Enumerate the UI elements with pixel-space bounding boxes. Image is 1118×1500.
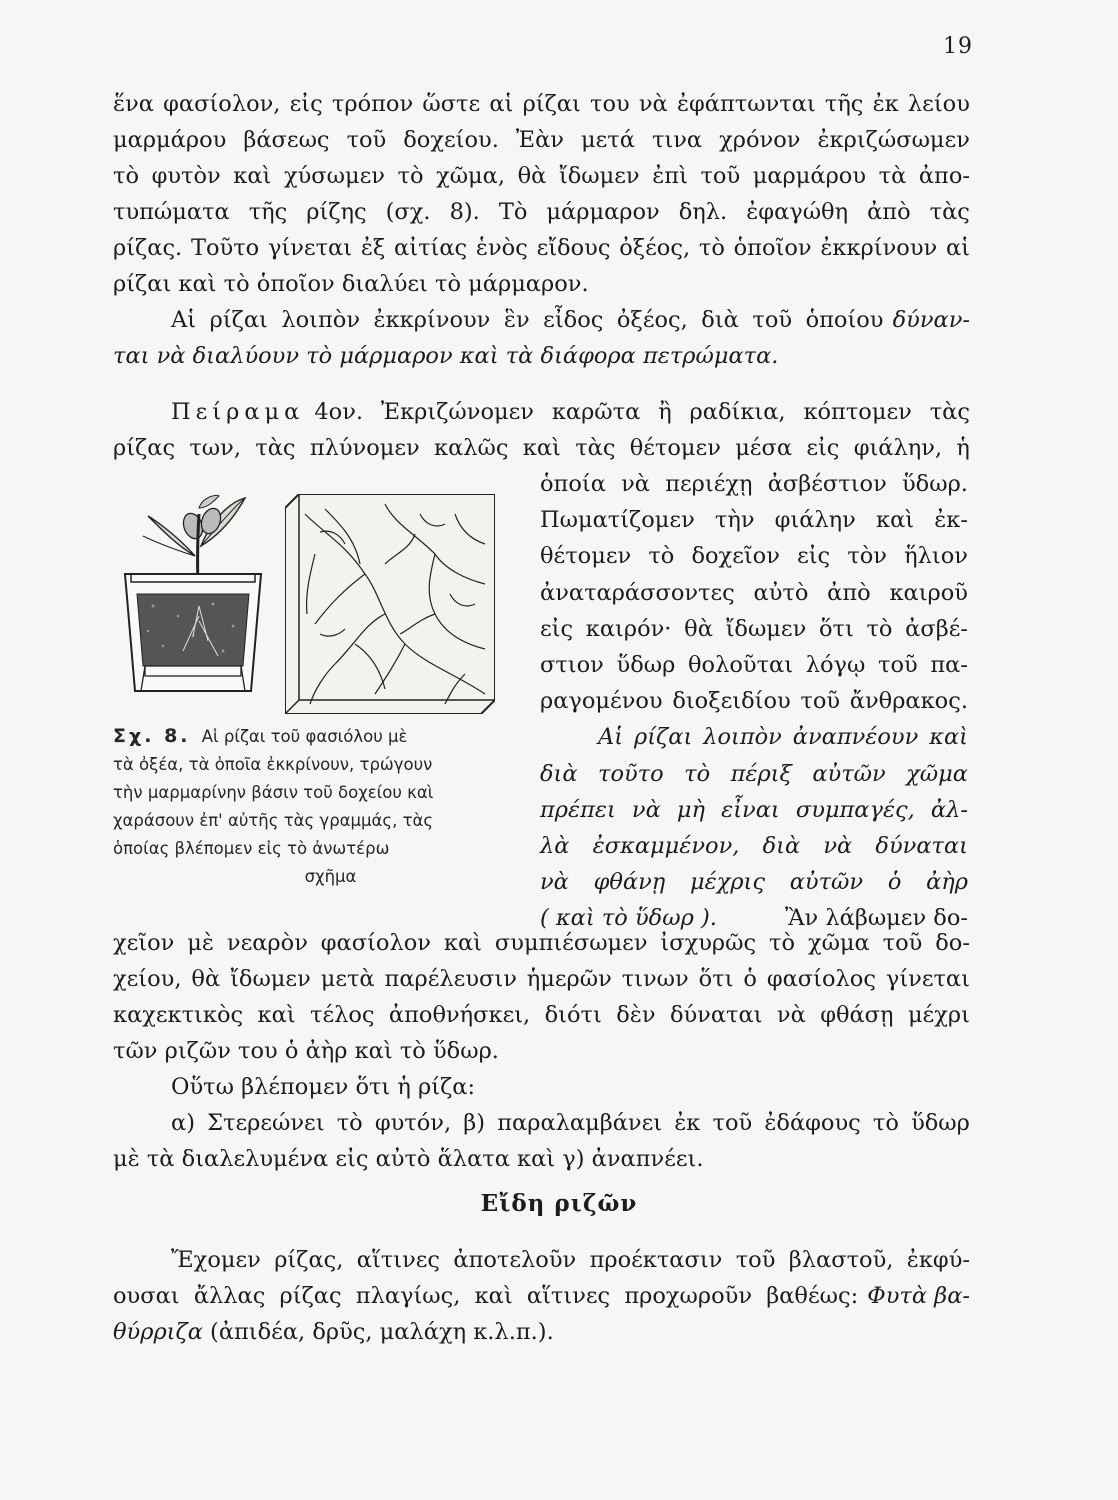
word: μετὰ bbox=[320, 966, 375, 992]
word: εἰς bbox=[289, 91, 323, 117]
italic-text: Φυτὰ βα- bbox=[867, 1283, 970, 1309]
word: ὀξέος, bbox=[619, 235, 691, 261]
word: Τὸ bbox=[498, 199, 528, 225]
word: Τοῦτο bbox=[190, 235, 260, 261]
word: ἀποτελοῦν bbox=[453, 1247, 577, 1273]
word: δο- bbox=[935, 930, 970, 956]
word: δοχεῖον bbox=[691, 543, 780, 570]
word: μαρμάρου bbox=[113, 127, 227, 153]
word: ρίζας bbox=[279, 1283, 342, 1309]
caption-line: σχῆμα bbox=[304, 867, 357, 886]
text-line bbox=[113, 1278, 970, 1314]
word: Ἔχομεν bbox=[171, 1247, 261, 1273]
italic-line bbox=[540, 864, 968, 900]
word: τὴν bbox=[714, 507, 755, 534]
word: αἱ bbox=[945, 235, 970, 261]
word: μὲ bbox=[187, 930, 214, 956]
word: ἐκ bbox=[872, 91, 899, 117]
word: τοῦ bbox=[712, 1110, 753, 1136]
word: συμπαγές, bbox=[795, 796, 915, 823]
text-line bbox=[540, 647, 968, 683]
experiment-label: Πείραμα bbox=[171, 399, 305, 425]
word: τυπώματα bbox=[113, 199, 230, 225]
word: δοχείου. bbox=[403, 127, 499, 153]
word: ρίζαι bbox=[209, 307, 268, 333]
word: τοῦ bbox=[752, 307, 793, 333]
word: καὶ bbox=[257, 1002, 296, 1028]
word: μὴ bbox=[676, 796, 706, 823]
italic-line bbox=[540, 792, 968, 828]
word: ἐφαγώθη bbox=[746, 199, 849, 225]
word: ὁποίου bbox=[805, 307, 884, 333]
word: ἡμερῶν bbox=[526, 966, 612, 992]
word: ὁποῖον bbox=[733, 235, 812, 261]
top-text-block bbox=[113, 86, 970, 466]
word: γίνεται bbox=[267, 235, 353, 261]
word: καὶ bbox=[233, 163, 272, 189]
word: ἀπὸ bbox=[867, 199, 911, 225]
word: θὰ bbox=[191, 966, 221, 992]
word: ὁ bbox=[743, 966, 757, 992]
caption-line: τὴν μαρμαρίνην βάσιν τοῦ δοχείου καὶ bbox=[113, 783, 434, 802]
word: μετά bbox=[581, 127, 635, 153]
word: Στερεώνει bbox=[207, 1110, 325, 1136]
word: ἐκκρίνουν bbox=[373, 307, 491, 333]
word: δύναται bbox=[669, 1002, 763, 1028]
section-heading: Εἴδη ριζῶν bbox=[480, 1190, 638, 1217]
word: τὸ bbox=[872, 1110, 899, 1136]
word: ἐκ- bbox=[934, 507, 968, 534]
word: ἰσχυρῶς bbox=[660, 930, 757, 956]
word: ἓν bbox=[503, 307, 530, 333]
word: φιάλην bbox=[774, 507, 856, 534]
word: ἑνὸς bbox=[475, 235, 528, 261]
word: καιρόν· bbox=[585, 615, 672, 642]
word: βάσεως bbox=[243, 127, 330, 153]
italic-text: δύναν- bbox=[892, 307, 970, 333]
word: ἴδωμεν bbox=[558, 163, 640, 189]
italic-text: ( καὶ τὸ ὕδωρ ). bbox=[540, 905, 717, 932]
caption-text: Αἱ ρίζαι τοῦ φασιόλου μὲ bbox=[201, 727, 408, 746]
word: βαθέως: bbox=[766, 1283, 859, 1309]
italic-text: θύρριζα bbox=[113, 1319, 203, 1345]
word: τέλος bbox=[310, 1002, 375, 1028]
word: ἀσβέστιον bbox=[767, 471, 887, 497]
caption-label: Σχ. 8. bbox=[113, 725, 191, 747]
word: πλαγίως, bbox=[355, 1283, 461, 1309]
figure-8 bbox=[113, 486, 523, 906]
text-line bbox=[113, 1314, 970, 1350]
word: ἀλ- bbox=[930, 796, 968, 823]
word: λοιπὸν bbox=[703, 724, 782, 751]
bean-plant-pot-illustration bbox=[123, 486, 263, 696]
word: λείου bbox=[907, 91, 970, 117]
word: ἀναταράσσοντες bbox=[540, 579, 735, 606]
word: ἀπο- bbox=[918, 163, 970, 189]
word: ἐδάφους bbox=[764, 1110, 861, 1136]
word: ὀξέος, bbox=[616, 307, 688, 333]
word: ρίζαι bbox=[634, 724, 693, 751]
word: φασίολον, bbox=[163, 91, 281, 117]
word: φασίολος bbox=[766, 966, 876, 992]
word: φυτὸν bbox=[151, 163, 221, 189]
word: αἵτινες bbox=[526, 1283, 611, 1309]
right-column-text bbox=[540, 466, 968, 936]
text-line: ρίζαι καὶ τὸ ὁποῖον διαλύει τὸ μάρμαρον. bbox=[113, 271, 589, 297]
text-line bbox=[113, 394, 970, 430]
text-line bbox=[540, 611, 968, 647]
word: αἰτίας bbox=[394, 235, 468, 261]
word: Ἐκριζώνομεν bbox=[380, 399, 534, 425]
word: ἥλιον bbox=[904, 543, 968, 570]
word: μαρμάρου bbox=[752, 163, 867, 189]
text-line bbox=[540, 538, 968, 574]
text-line bbox=[113, 86, 970, 122]
word: αὐτῶν bbox=[789, 869, 864, 896]
word: ὅτι bbox=[818, 615, 854, 642]
word: αὐτὸ bbox=[753, 579, 809, 606]
word: βλαστοῦ, bbox=[788, 1247, 894, 1273]
word: ἀὴρ bbox=[926, 869, 968, 896]
word: χρόνον bbox=[719, 127, 801, 153]
word: ἀναπνέουν bbox=[792, 724, 919, 751]
word: χείου, bbox=[113, 966, 182, 992]
word: τὸ bbox=[397, 163, 424, 189]
caption-line: ὁποίας βλέπομεν εἰς τὸ ἀνωτέρω bbox=[113, 839, 390, 858]
word: ἕνα bbox=[113, 91, 154, 117]
word: νὰ bbox=[540, 869, 569, 896]
word: τῆς bbox=[248, 199, 288, 225]
word: διὰ bbox=[762, 832, 801, 859]
word: τινα bbox=[651, 127, 703, 153]
word: ρίζας, bbox=[274, 1247, 344, 1273]
word: αὐτῶν bbox=[812, 760, 886, 787]
word: ρίζης bbox=[306, 199, 367, 225]
word: θέτομεν bbox=[629, 435, 721, 461]
word: θὰ bbox=[684, 615, 713, 642]
word: πρέπει bbox=[540, 796, 616, 823]
text-line bbox=[113, 122, 970, 158]
word: (σχ. bbox=[385, 199, 431, 225]
word: τοῦ bbox=[735, 1247, 776, 1273]
word: ἴδωμεν bbox=[230, 966, 311, 992]
word: νὰ bbox=[776, 1002, 806, 1028]
word: διὰ bbox=[540, 760, 578, 787]
word: εἰς bbox=[806, 435, 840, 461]
word: τὰς bbox=[255, 435, 296, 461]
word: προέκτασιν bbox=[589, 1247, 723, 1273]
word: κόπτομεν bbox=[803, 399, 912, 425]
text-line bbox=[113, 194, 970, 230]
word: ἀποθνήσκει, bbox=[388, 1002, 531, 1028]
word: τὸ bbox=[684, 760, 711, 787]
word: λὰ bbox=[540, 832, 570, 859]
word: αἱ bbox=[489, 91, 514, 117]
caption-line: χαράσουν ἐπ' αὐτῆς τὰς γραμμάς, τὰς bbox=[113, 811, 434, 830]
word: τοῦτο bbox=[598, 760, 664, 787]
line-words bbox=[314, 394, 970, 430]
text-line: μὲ τὰ διαλελυμένα εἰς αὐτὸ ἅλατα καὶ γ) ἀναπνέει. bbox=[113, 1146, 704, 1172]
word: ἐκ bbox=[674, 1110, 701, 1136]
word: ἐσκαμμένον, bbox=[592, 832, 740, 859]
word: του bbox=[590, 91, 630, 117]
word: ρίζαι bbox=[522, 91, 581, 117]
final-text-block bbox=[113, 1242, 970, 1350]
word: καὶ bbox=[876, 507, 915, 534]
word: χῶμα bbox=[807, 930, 870, 956]
word: τὸ bbox=[648, 543, 675, 570]
word: παρέλευσιν bbox=[384, 966, 517, 992]
italic-line bbox=[540, 828, 968, 864]
word: καὶ bbox=[443, 930, 482, 956]
italic-line bbox=[540, 756, 968, 792]
word: πλύνομεν bbox=[309, 435, 420, 461]
word: νὰ bbox=[621, 471, 650, 497]
text-line bbox=[113, 1242, 970, 1278]
text-line bbox=[540, 466, 968, 502]
line-words bbox=[113, 1278, 858, 1314]
word: φασίολον bbox=[320, 930, 431, 956]
word: ἴδωμεν bbox=[725, 615, 807, 642]
word: χῶμα bbox=[906, 760, 968, 787]
text-line bbox=[540, 502, 968, 538]
figure-caption bbox=[113, 722, 508, 891]
word: νὰ bbox=[638, 91, 668, 117]
word: πα- bbox=[930, 651, 968, 678]
word: τὸ bbox=[113, 163, 139, 189]
word: χῶμα, bbox=[436, 163, 506, 189]
word: ἐξ bbox=[360, 235, 386, 261]
word: χεῖον bbox=[113, 930, 175, 956]
word: νεαρὸν bbox=[226, 930, 308, 956]
word: συμπιέσωμεν bbox=[494, 930, 648, 956]
word: εἰς bbox=[797, 543, 831, 570]
word: ἄνθρακος. bbox=[849, 688, 968, 715]
text-line bbox=[113, 1105, 970, 1141]
marble-slab-root-marks-illustration bbox=[285, 494, 495, 714]
word: τοῦ bbox=[882, 930, 923, 956]
word: 4ον. bbox=[314, 399, 364, 425]
word: καιροῦ bbox=[889, 579, 968, 606]
word: στιον bbox=[540, 651, 604, 678]
word: ὅτι bbox=[698, 966, 734, 992]
text-line bbox=[540, 683, 968, 719]
word: καχεκτικὸς bbox=[113, 1002, 244, 1028]
word: ὁποία bbox=[540, 471, 606, 497]
word: εἴδους bbox=[536, 235, 611, 261]
word: γίνεται bbox=[885, 966, 970, 992]
word: καὶ bbox=[929, 724, 968, 751]
word: δύναται bbox=[875, 832, 968, 859]
word: 8). bbox=[449, 199, 480, 225]
word: τοῦ bbox=[878, 651, 918, 678]
word: φθάνῃ bbox=[593, 869, 666, 896]
word: ὥστε bbox=[422, 91, 481, 117]
caption-line: τὰ ὀξέα, τὰ ὁποῖα ἐκκρίνουν, τρώγουν bbox=[113, 755, 433, 774]
word: ἄλλας bbox=[193, 1283, 266, 1309]
text-line bbox=[113, 961, 970, 997]
word: α) bbox=[171, 1110, 195, 1136]
word: δὲν bbox=[616, 1002, 656, 1028]
text-line bbox=[113, 430, 970, 466]
word: εἶναι bbox=[721, 796, 780, 823]
word: μάρμαρον bbox=[546, 199, 660, 225]
word: καὶ bbox=[474, 1283, 513, 1309]
word: ραγομένου bbox=[540, 688, 663, 715]
word: των, bbox=[189, 435, 241, 461]
word: ουσαι bbox=[113, 1283, 180, 1309]
word: Αἱ bbox=[171, 307, 197, 333]
word: καλῶς bbox=[434, 435, 509, 461]
text-line bbox=[113, 302, 970, 338]
word: ἡ bbox=[956, 435, 970, 461]
word: τὸ bbox=[866, 615, 893, 642]
word: τοῦ bbox=[800, 688, 841, 715]
text-line: τῶν ριζῶν του ὁ ἀὴρ καὶ τὸ ὕδωρ. bbox=[113, 1038, 499, 1064]
word: ὕδωρ bbox=[616, 651, 676, 678]
word: τῆς bbox=[824, 91, 864, 117]
word: β) bbox=[463, 1110, 486, 1136]
word: ἀσβέ- bbox=[905, 615, 968, 642]
word: ὕδωρ bbox=[911, 1110, 970, 1136]
italic-line bbox=[540, 719, 968, 755]
page-number: 19 bbox=[943, 34, 973, 59]
word: φυτόν, bbox=[374, 1110, 452, 1136]
word: ἢ bbox=[658, 399, 672, 425]
word: τοῦ bbox=[346, 127, 387, 153]
word: δηλ. bbox=[678, 199, 728, 225]
word: θολοῦται bbox=[688, 651, 794, 678]
word: τὸ bbox=[698, 235, 725, 261]
word: ἐπὶ bbox=[652, 163, 688, 189]
text-line bbox=[113, 158, 970, 194]
italic-line: ται νὰ διαλύουν τὸ μάρμαρον καὶ τὰ διάφορα πετρώματα. bbox=[113, 343, 779, 369]
word: πέριξ bbox=[730, 760, 792, 787]
word: τὸ bbox=[336, 1110, 363, 1136]
word: αἵτινες bbox=[356, 1247, 441, 1273]
line-text: (ἀπιδέα, δρῦς, μαλάχη κ.λ.π.). bbox=[202, 1319, 554, 1345]
word: ραδίκια, bbox=[689, 399, 786, 425]
word: νὰ bbox=[631, 796, 661, 823]
word: διότι bbox=[544, 1002, 602, 1028]
word: χύσωμεν bbox=[283, 163, 385, 189]
word: μέσα bbox=[735, 435, 793, 461]
word: τινων bbox=[621, 966, 689, 992]
continuation-text-block bbox=[113, 925, 970, 1177]
word: τὸ bbox=[769, 930, 796, 956]
word: τὰ bbox=[878, 163, 907, 189]
word: μέχρις bbox=[690, 869, 765, 896]
word: θὰ bbox=[517, 163, 547, 189]
word: ἀπὸ bbox=[827, 579, 871, 606]
word: τοῦ bbox=[700, 163, 741, 189]
word: θέτομεν bbox=[540, 543, 632, 570]
word: διοξειδίου bbox=[672, 688, 791, 715]
word: μέχρι bbox=[907, 1002, 970, 1028]
text-line: Οὕτω βλέπομεν ὅτι ἡ ρίζα: bbox=[171, 1074, 476, 1100]
caption-line bbox=[113, 722, 508, 751]
word: καρῶτα bbox=[551, 399, 641, 425]
word: διὰ bbox=[701, 307, 739, 333]
word: εἰς bbox=[540, 615, 574, 642]
word: τὰς bbox=[575, 435, 616, 461]
word: Αἱ bbox=[598, 724, 624, 751]
word: τὸν bbox=[847, 543, 887, 570]
word: Πωματίζομεν bbox=[540, 507, 695, 534]
word: ὕδωρ. bbox=[902, 471, 968, 497]
word: παραλαμβάνει bbox=[497, 1110, 663, 1136]
line-words bbox=[171, 302, 884, 338]
word: Ἐὰν bbox=[515, 127, 564, 153]
word: ρίζας bbox=[113, 435, 176, 461]
word: τὰς bbox=[929, 199, 970, 225]
word: περιέχῃ bbox=[665, 471, 753, 497]
word: ἐκριζώσωμεν bbox=[817, 127, 970, 153]
word: τρόπον bbox=[331, 91, 414, 117]
word: φθάσῃ bbox=[820, 1002, 894, 1028]
word: ἐκκρίνουν bbox=[820, 235, 938, 261]
word: ἐφάπτωνται bbox=[676, 91, 816, 117]
line-text: Ἂν λάβωμεν δο- bbox=[785, 905, 968, 932]
text-line bbox=[113, 925, 970, 961]
word: λόγῳ bbox=[805, 651, 866, 678]
text-line bbox=[540, 575, 968, 611]
word: ρίζας. bbox=[113, 235, 183, 261]
text-line bbox=[113, 230, 970, 266]
word: ὁ bbox=[887, 869, 902, 896]
word: ἐκφύ- bbox=[906, 1247, 970, 1273]
word: τὰς bbox=[929, 399, 970, 425]
word: λοιπὸν bbox=[281, 307, 361, 333]
word: φιάλην, bbox=[853, 435, 943, 461]
word: προχωροῦν bbox=[624, 1283, 753, 1309]
text-line bbox=[113, 997, 970, 1033]
word: καὶ bbox=[522, 435, 561, 461]
word: εἶδος bbox=[543, 307, 604, 333]
word: νὰ bbox=[823, 832, 853, 859]
